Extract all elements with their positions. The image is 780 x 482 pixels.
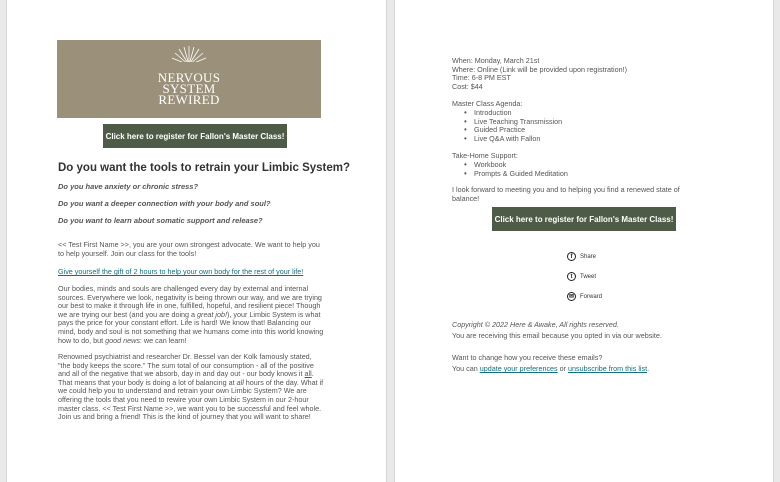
body-paragraph-1-text-b: ), your Limbic System is what pays the price for your constant effort. Life is hard! We know that! Balancing our mind, body and soul is not something that we humans come into this world knowing how to do, but bbox=[58, 309, 324, 345]
intro-paragraph: << Test First Name >>, you are your own strongest advocate. We want to help you to help yourself. Join our class for the tools! bbox=[58, 240, 320, 258]
tweet-link[interactable] bbox=[567, 272, 596, 281]
header-banner bbox=[57, 40, 321, 118]
body-paragraph-1-text-c: : we can learn! bbox=[139, 335, 187, 345]
or-text: or bbox=[557, 364, 569, 373]
forward-link[interactable] bbox=[567, 292, 602, 301]
email-icon: ✉ bbox=[568, 294, 575, 300]
period-text: . bbox=[647, 364, 650, 373]
body-paragraph-2-text-b: . That means that your body is doing a lot of balancing at bbox=[58, 369, 314, 387]
facebook-icon: f bbox=[567, 252, 576, 261]
twitter-icon: t bbox=[567, 272, 576, 281]
event-details bbox=[452, 57, 627, 91]
agenda-title: Master Class Agenda: bbox=[452, 99, 523, 108]
register-button-bottom[interactable]: Click here to register for Fallon's Master Class! bbox=[492, 207, 676, 231]
manage-subscription-line bbox=[452, 365, 649, 374]
takehome-title: Take-Home Support: bbox=[452, 151, 518, 160]
forward-label: Forward bbox=[580, 293, 603, 300]
change-prefs-question: Want to change how you receive these emails? bbox=[452, 353, 603, 362]
takehome-item: • Prompts & Guided Meditation bbox=[464, 170, 568, 179]
agenda-item: • Live Q&A with Fallon bbox=[464, 135, 562, 144]
question-somatic: Do you want to learn about somatic support and release? bbox=[58, 216, 263, 225]
question-connection: Do you want a deeper connection with your body and soul? bbox=[58, 199, 271, 208]
takehome-item: • Workbook bbox=[464, 161, 568, 170]
question-anxiety: Do you have anxiety or chronic stress? bbox=[58, 182, 199, 191]
event-where: Where: Online (Link will be provided upon registration!) bbox=[452, 64, 627, 74]
logo-text-line-3: REWIRED bbox=[158, 92, 220, 107]
body-paragraph-1-text-a: Our bodies, minds and souls are challenged every day by external and internal sources. Everywhere we look, negativity is being thrown our way, and we are trying our best to make it through life in one, fulfilled, hopeful, and resilient piece! Though we are trying our best (and you are doing a bbox=[58, 284, 322, 319]
gift-link[interactable]: Give yourself the gift of 2 hours to help your own body for the rest of your life! bbox=[58, 267, 304, 276]
copyright-text: Copyright © 2022 Here & Awake, All rights reserved. bbox=[452, 320, 619, 329]
event-time: Time: 6-8 PM EST bbox=[452, 73, 511, 83]
body-paragraph-1-emphasis-1: great job! bbox=[197, 309, 228, 319]
logo-text-line-2: SYSTEM bbox=[162, 81, 216, 96]
body-paragraph-2-text-c: hours of the day. What if we could help you to understand and retrain your own Limbic System? We are offering the tools that you need to rewire your own Limbic System in our 2-hour master class. << Test First Name >>, we want you to be successful and feel whole. Join us and bring a friend! This is the kind of journey that you will want to share! bbox=[58, 377, 324, 422]
body-paragraph-2-emphasis: all bbox=[236, 377, 244, 387]
body-paragraph-1 bbox=[58, 285, 324, 345]
gift-link-paragraph bbox=[58, 268, 328, 277]
update-preferences-link[interactable]: update your preferences bbox=[479, 364, 558, 373]
share-link[interactable] bbox=[567, 252, 596, 261]
agenda-list bbox=[464, 109, 562, 143]
agenda-item: • Introduction bbox=[464, 109, 562, 118]
closing-text: I look forward to meeting you and to helping you find a renewed state of balance! bbox=[452, 185, 680, 203]
logo-text-line-1: NERVOUS bbox=[157, 70, 221, 85]
event-when: When: Monday, March 21st bbox=[452, 56, 540, 65]
unsubscribe-link[interactable]: unsubscribe from this list bbox=[568, 364, 648, 373]
main-heading: Do you want the tools to retrain your Limbic System? bbox=[58, 162, 351, 174]
takehome-list bbox=[464, 161, 568, 178]
share-label: Share bbox=[580, 253, 597, 260]
you-can-text: You can bbox=[452, 364, 480, 373]
body-paragraph-1-emphasis-2: good news bbox=[105, 335, 140, 345]
tweet-label: Tweet bbox=[580, 273, 597, 280]
body-paragraph-2-text-a: Renowned psychiatrist and researcher Dr. Bessel van der Kolk famously stated, "the body keeps the score." The sum total of our consumption - all of the positive and all of the negative that we absorb, day in and day out - our body knows it bbox=[58, 352, 314, 379]
sunburst-logo-icon bbox=[170, 44, 208, 66]
agenda-item: • Live Teaching Transmission bbox=[464, 118, 562, 127]
body-paragraph-2 bbox=[58, 353, 324, 422]
event-cost: Cost: $44 bbox=[452, 81, 483, 91]
agenda-item: • Guided Practice bbox=[464, 126, 562, 135]
body-paragraph-2-underline: all bbox=[304, 369, 312, 379]
receiving-reason-text: You are receiving this email because you opted in via our website. bbox=[452, 331, 662, 340]
register-button-top[interactable]: Click here to register for Fallon's Master Class! bbox=[103, 124, 287, 148]
